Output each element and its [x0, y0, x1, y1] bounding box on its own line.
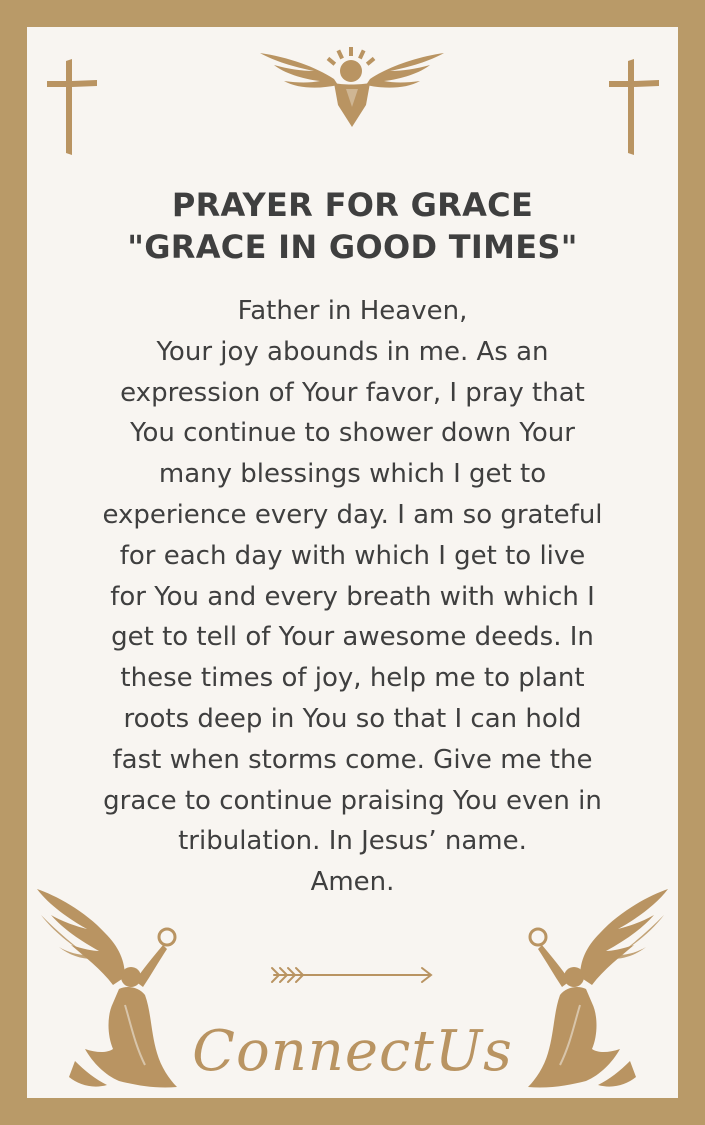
prayer-line: grace to continue praising You even in	[103, 785, 602, 816]
cross-icon	[45, 59, 99, 157]
arrow-icon	[270, 964, 435, 986]
prayer-line: Your joy abounds in me. As an	[156, 336, 549, 367]
title-line: "GRACE IN GOOD TIMES"	[127, 228, 578, 266]
brand-logo: ConnectUs	[192, 1019, 513, 1084]
prayer-line: You continue to shower down Your	[130, 418, 575, 449]
prayer-line: roots deep in You so that I can hold	[123, 703, 582, 734]
title-line: PRAYER FOR GRACE	[171, 186, 534, 224]
prayer-text	[27, 291, 678, 903]
prayer-title	[27, 184, 678, 268]
prayer-card	[27, 27, 678, 1098]
prayer-line: many blessings which I get to	[158, 459, 547, 490]
prayer-line: experience every day. I am so grateful	[102, 499, 603, 530]
prayer-line: these times of joy, help me to plant	[120, 663, 585, 694]
prayer-line: Father in Heaven,	[237, 296, 468, 326]
prayer-line: tribulation. In Jesus’ name.	[178, 826, 527, 857]
prayer-line: fast when storms come. Give me the	[112, 744, 593, 775]
cross-icon	[607, 59, 661, 157]
prayer-line: for You and every breath with which I	[110, 581, 595, 612]
winged-sun-icon	[258, 45, 446, 129]
prayer-line: for each day with which I get to live	[119, 540, 586, 571]
prayer-line: expression of Your favor, I pray that	[120, 377, 585, 408]
prayer-line: get to tell of Your awesome deeds. In	[111, 622, 594, 653]
prayer-line: Amen.	[310, 867, 395, 898]
